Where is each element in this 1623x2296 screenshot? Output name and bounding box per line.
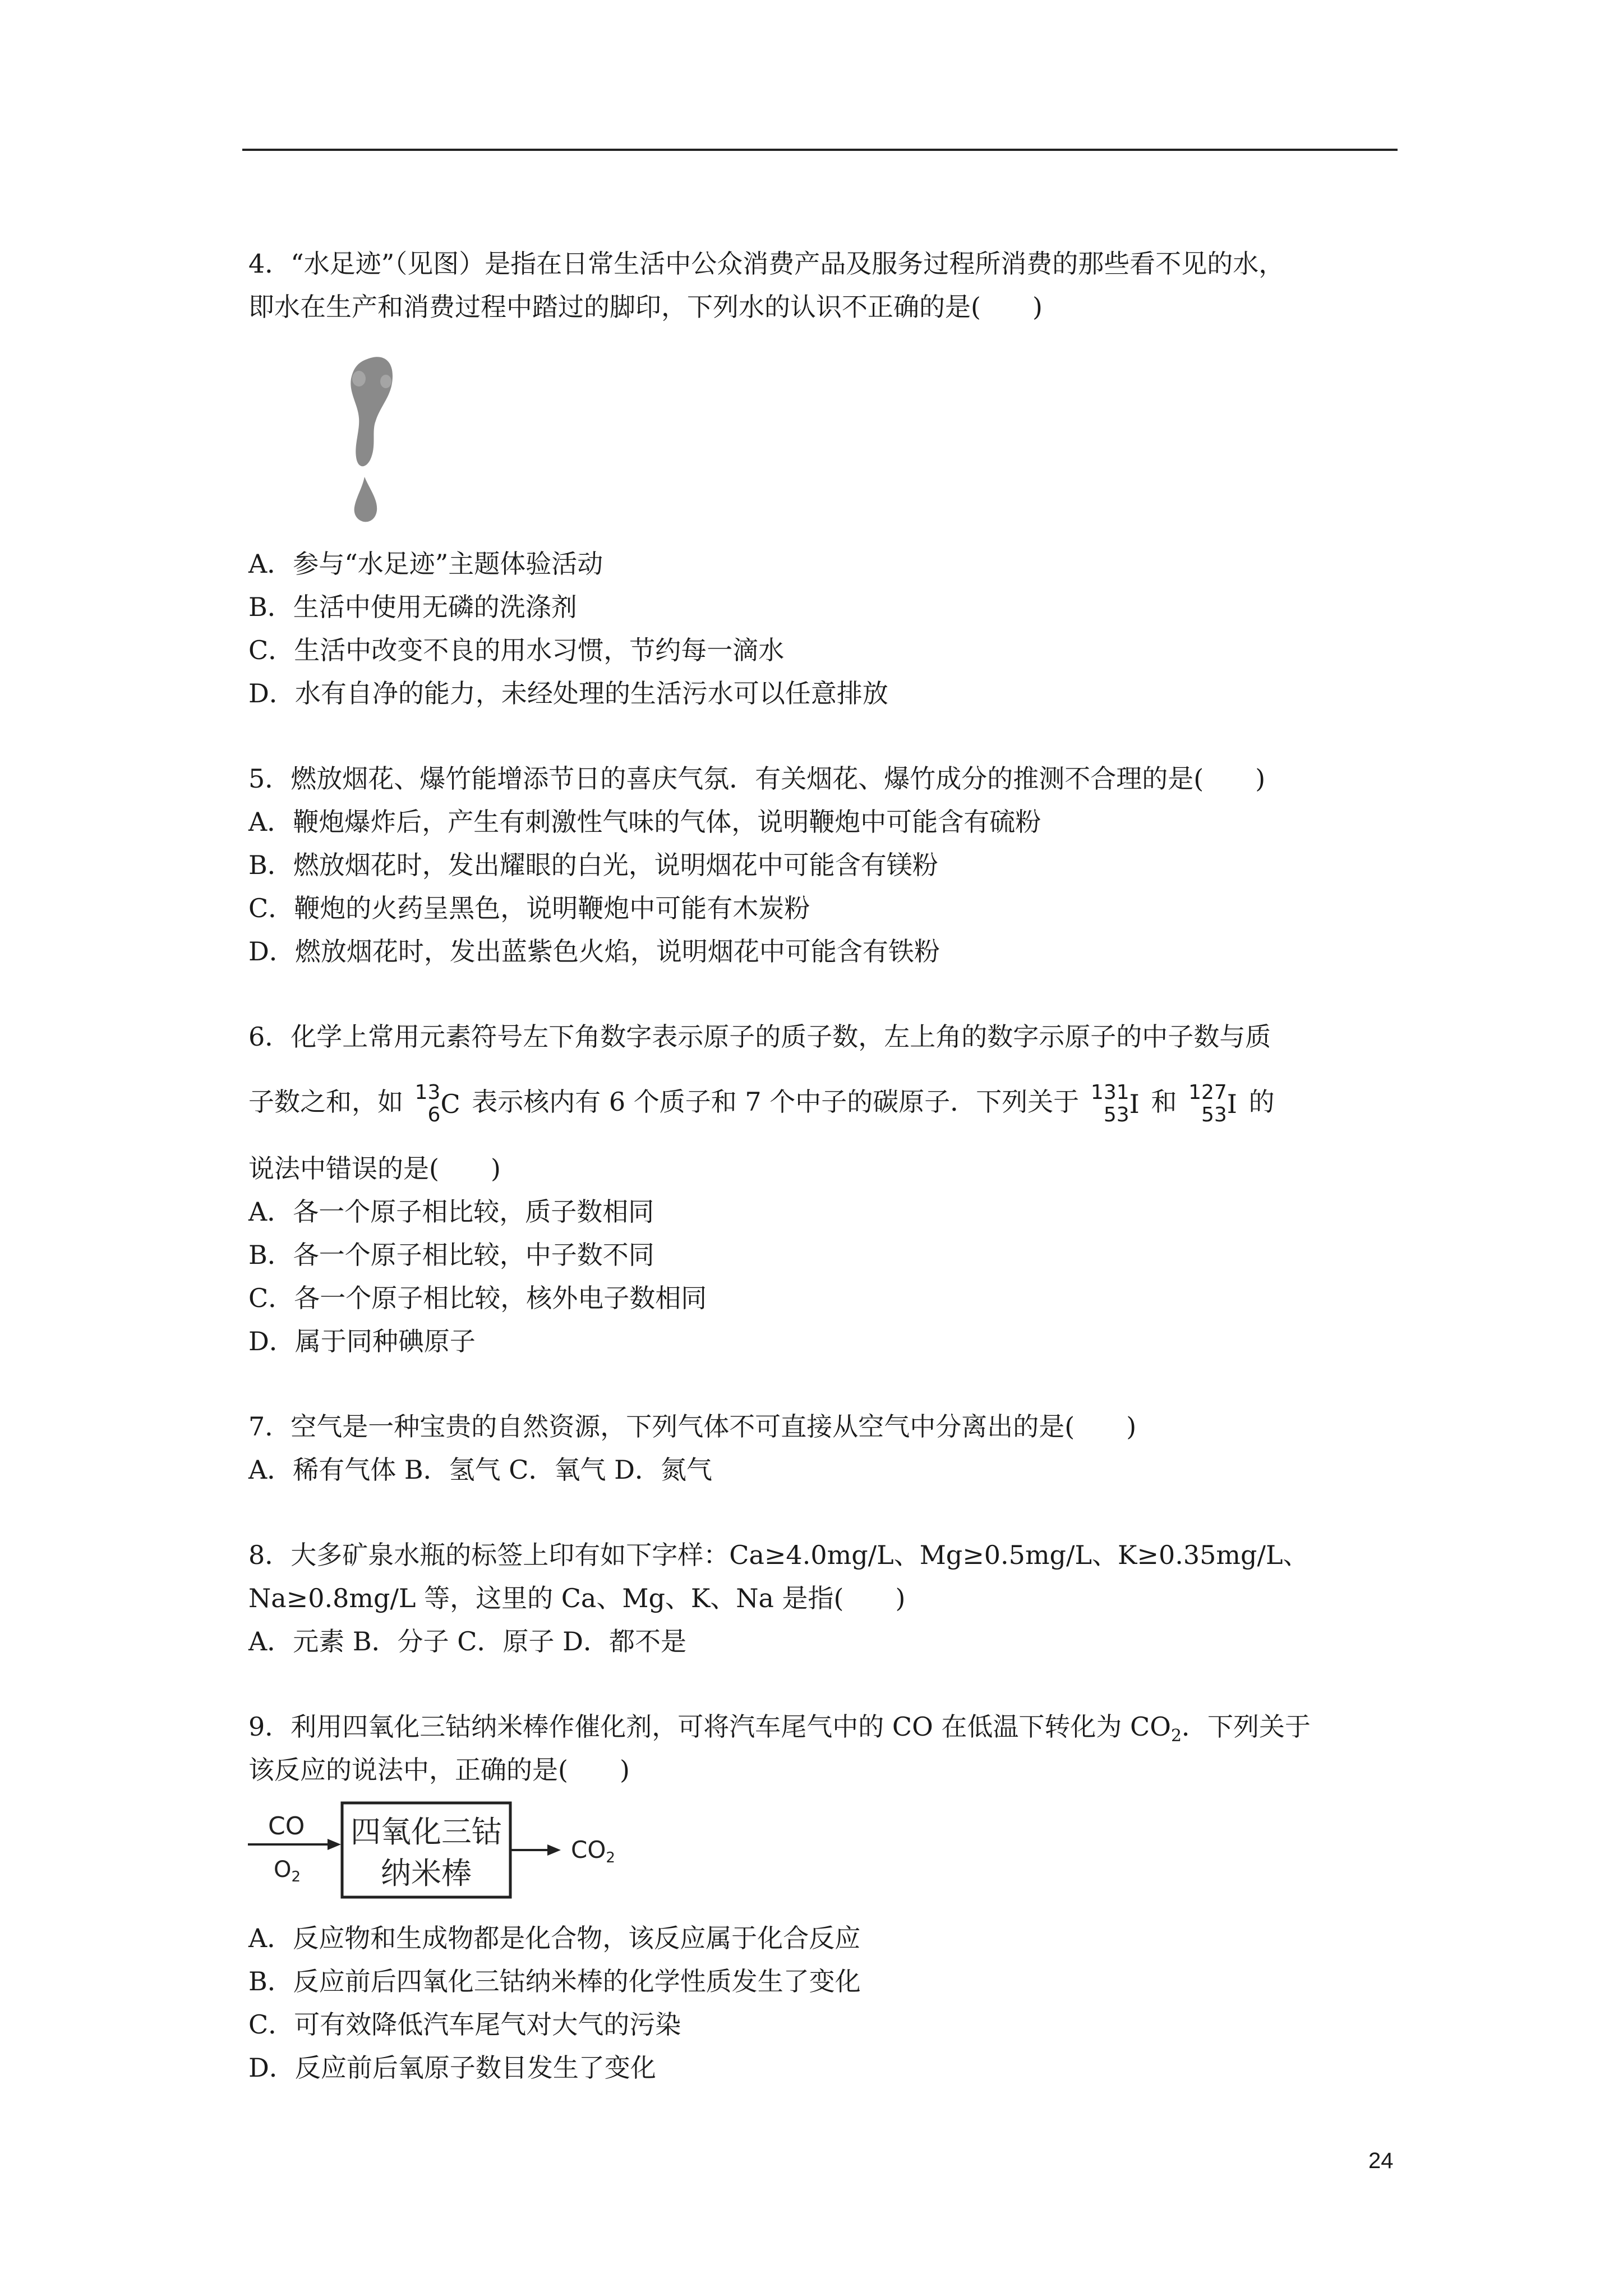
carbon-atomic-number: 6 (427, 1103, 441, 1126)
diagram-box-line1: 四氧化三钴 (351, 1814, 502, 1849)
q4-option-a: A．参与“水足迹”主题体验活动 (248, 549, 603, 579)
q6-stem-line3: 说法中错误的是( ) (248, 1153, 501, 1184)
carbon-isotope-notation (415, 1082, 460, 1126)
header-rule (242, 149, 1398, 151)
iodine-127-symbol: I (1227, 1089, 1237, 1119)
q4-option-d: D．水有自净的能力，未经处理的生活污水可以任意排放 (248, 678, 888, 708)
q5-option-c: C．鞭炮的火药呈黑色，说明鞭炮中可能有木炭粉 (248, 893, 810, 923)
q8-options: A．元素 B．分子 C．原子 D．都不是 (248, 1626, 686, 1657)
q5-option-b: B．燃放烟花时，发出耀眼的白光，说明烟花中可能含有镁粉 (248, 850, 938, 880)
diagram-output-arrow-icon (547, 1844, 561, 1856)
q9-option-b: B．反应前后四氧化三钴纳米棒的化学性质发生了变化 (248, 1966, 861, 1996)
diagram-input-arrow-icon (328, 1839, 341, 1850)
diagram-input-o2: $O_2$ (274, 1857, 301, 1885)
q4-stem-line1: 4．“水足迹”（见图）是指在日常生活中公众消费产品及服务过程所消费的那些看不见的水， (248, 249, 1285, 279)
page-number: 24 (1368, 2148, 1394, 2173)
q6-stem-line1: 6．化学上常用元素符号左下角数字表示原子的质子数，左上角的数字示原子的中子数与质 (248, 1022, 1271, 1052)
iodine-131-notation (1091, 1082, 1140, 1126)
q5-option-d: D．燃放烟花时，发出蓝紫色火焰，说明烟花中可能含有铁粉 (248, 936, 940, 967)
q4-option-b: B．生活中使用无磷的洗涤剂 (248, 592, 577, 622)
q9-option-c: C．可有效降低汽车尾气对大气的污染 (248, 2009, 681, 2040)
q6-text-c: 和 (1151, 1087, 1177, 1117)
carbon-symbol: C (440, 1089, 460, 1119)
q5-stem: 5．燃放烟花、爆竹能增添节日的喜庆气氛．有关烟花、爆竹成分的推测不合理的是( ) (248, 763, 1266, 794)
q5-option-a: A．鞭炮爆炸后，产生有刺激性气味的气体，说明鞭炮中可能含有硫粉 (248, 807, 1041, 837)
diagram-box-line2: 纳米棒 (381, 1856, 472, 1891)
q7-stem: 7．空气是一种宝贵的自然资源，下列气体不可直接从空气中分离出的是( ) (248, 1411, 1137, 1442)
iodine-131-atomic-number: 53 (1103, 1103, 1129, 1126)
diagram-output-co2: CO2 (571, 1836, 615, 1866)
iodine-131-symbol: I (1129, 1089, 1140, 1119)
q9-text-b: ．下列关于 (1182, 1711, 1311, 1742)
iodine-127-mass-number: 127 (1188, 1081, 1227, 1104)
catalyst-reaction-diagram (246, 1795, 649, 1907)
q9-option-a: A．反应物和生成物都是化合物，该反应属于化合反应 (248, 1923, 861, 1953)
q6-option-d: D．属于同种碘原子 (248, 1326, 476, 1356)
q6-text-d: 的 (1248, 1087, 1275, 1117)
q6-option-a: A．各一个原子相比较，质子数相同 (248, 1197, 654, 1227)
iodine-127-atomic-number: 53 (1201, 1103, 1227, 1126)
q9-co2-subscript: 2 (1170, 1726, 1182, 1746)
q8-stem-line2: Na≥0.8mg/L 等，这里的 Ca、Mg、K、Na 是指( ) (248, 1583, 906, 1613)
q6-stem-line2 (248, 1082, 1275, 1126)
q8-stem-line1: 8．大多矿泉水瓶的标签上印有如下字样：Ca≥4.0mg/L、Mg≥0.5mg/L、K≥0.35mg/L、 (248, 1540, 1309, 1570)
iodine-127-notation (1188, 1082, 1237, 1126)
q6-text-b: 表示核内有 6 个质子和 7 个中子的碳原子．下列关于 (472, 1087, 1080, 1117)
q9-stem-line1 (248, 1710, 1311, 1753)
q7-options: A．稀有气体 B．氢气 C．氧气 D．氮气 (248, 1455, 712, 1485)
q4-stem-line2: 即水在生产和消费过程中踏过的脚印，下列水的认识不正确的是( ) (248, 292, 1043, 322)
q9-option-d: D．反应前后氧原子数目发生了变化 (248, 2053, 656, 2083)
water-footprint-icon (336, 348, 421, 527)
q6-text-a: 子数之和，如 (248, 1087, 403, 1117)
carbon-mass-number: 13 (414, 1081, 441, 1104)
q9-stem-line2: 该反应的说法中，正确的是( ) (248, 1755, 630, 1785)
iodine-131-mass-number: 131 (1090, 1081, 1129, 1104)
q9-text-a: 9．利用四氧化三钴纳米棒作催化剂，可将汽车尾气中的 CO 在低温下转化为 CO (248, 1711, 1171, 1742)
q6-option-c: C．各一个原子相比较，核外电子数相同 (248, 1283, 707, 1313)
q6-option-b: B．各一个原子相比较，中子数不同 (248, 1240, 654, 1270)
diagram-input-co: CO (268, 1812, 305, 1841)
q4-option-c: C．生活中改变不良的用水习惯，节约每一滴水 (248, 635, 785, 665)
